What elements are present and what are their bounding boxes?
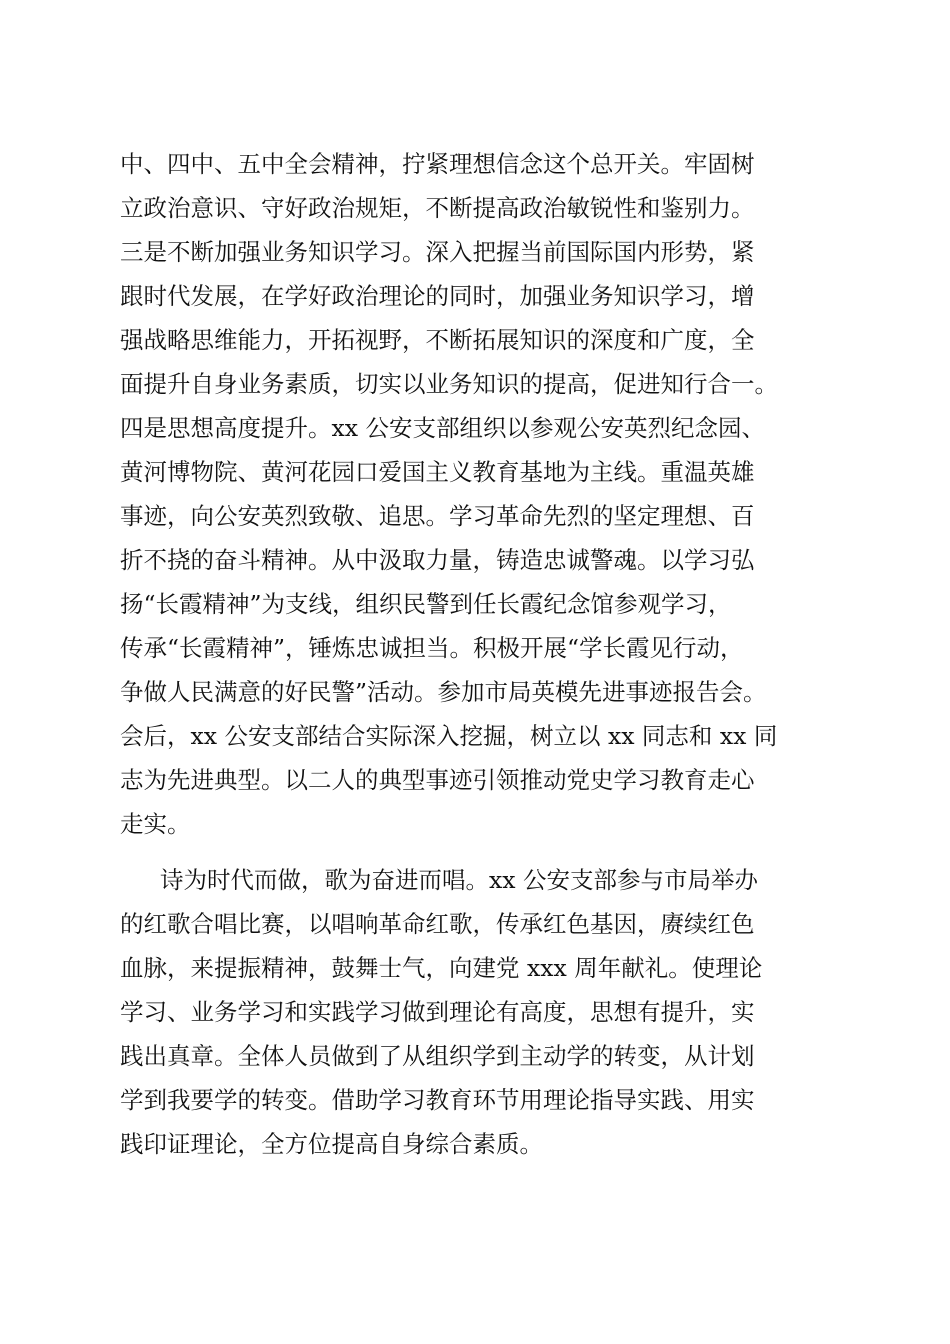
- text-line: 扬“长霞精神”为支线，组织民警到任长霞纪念馆参观学习，: [120, 590, 732, 618]
- text-line: 的红歌合唱比赛，以唱响革命红歌，传承红色基因，赓续红色: [120, 910, 755, 938]
- text-line: 践印证理论，全方位提高自身综合素质。: [120, 1130, 543, 1158]
- text-line: 跟时代发展，在学好政治理论的同时，加强业务知识学习，增: [120, 282, 755, 310]
- text-line: 面提升自身业务素质，切实以业务知识的提高，促进知行合一。: [120, 370, 778, 398]
- text-line: 学习、业务学习和实践学习做到理论有高度，思想有提升，实: [120, 998, 755, 1026]
- text-line: 会后，xx 公安支部结合实际深入挖掘，树立以 xx 同志和 xx 同: [120, 722, 778, 750]
- text-line: 四是思想高度提升。xx 公安支部组织以参观公安英烈纪念园、: [120, 414, 765, 442]
- text-line: 三是不断加强业务知识学习。深入把握当前国际国内形势，紧: [120, 238, 755, 266]
- paragraph-red-song-contest: [120, 858, 860, 1166]
- text-line: 血脉，来提振精神，鼓舞士气，向建党 xxx 周年献礼。使理论: [120, 954, 763, 982]
- text-line: 事迹，向公安英烈致敬、追思。学习革命先烈的坚定理想、百: [120, 502, 755, 530]
- text-line: 强战略思维能力，开拓视野，不断拓展知识的深度和广度，全: [120, 326, 755, 354]
- text-line: 立政治意识、守好政治规矩，不断提高政治敏锐性和鉴别力。: [120, 194, 755, 222]
- text-line: 诗为时代而做，歌为奋进而唱。xx 公安支部参与市局举办: [160, 866, 758, 894]
- text-line: 争做人民满意的好民警”活动。参加市局英模先进事迹报告会。: [120, 678, 767, 706]
- text-line: 学到我要学的转变。借助学习教育环节用理论指导实践、用实: [120, 1086, 755, 1114]
- text-line: 践出真章。全体人员做到了从组织学到主动学的转变，从计划: [120, 1042, 755, 1070]
- paragraph-continuation: [120, 142, 860, 846]
- text-line: 黄河博物院、黄河花园口爱国主义教育基地为主线。重温英雄: [120, 458, 755, 486]
- text-line: 传承“长霞精神”，锤炼忠诚担当。积极开展“学长霞见行动，: [120, 634, 744, 662]
- text-line: 志为先进典型。以二人的典型事迹引领推动党史学习教育走心: [120, 766, 755, 794]
- text-line: 中、四中、五中全会精神，拧紧理想信念这个总开关。牢固树: [120, 150, 755, 178]
- text-line: 折不挠的奋斗精神。从中汲取力量，铸造忠诚警魂。以学习弘: [120, 546, 755, 574]
- text-line: 走实。: [120, 810, 191, 838]
